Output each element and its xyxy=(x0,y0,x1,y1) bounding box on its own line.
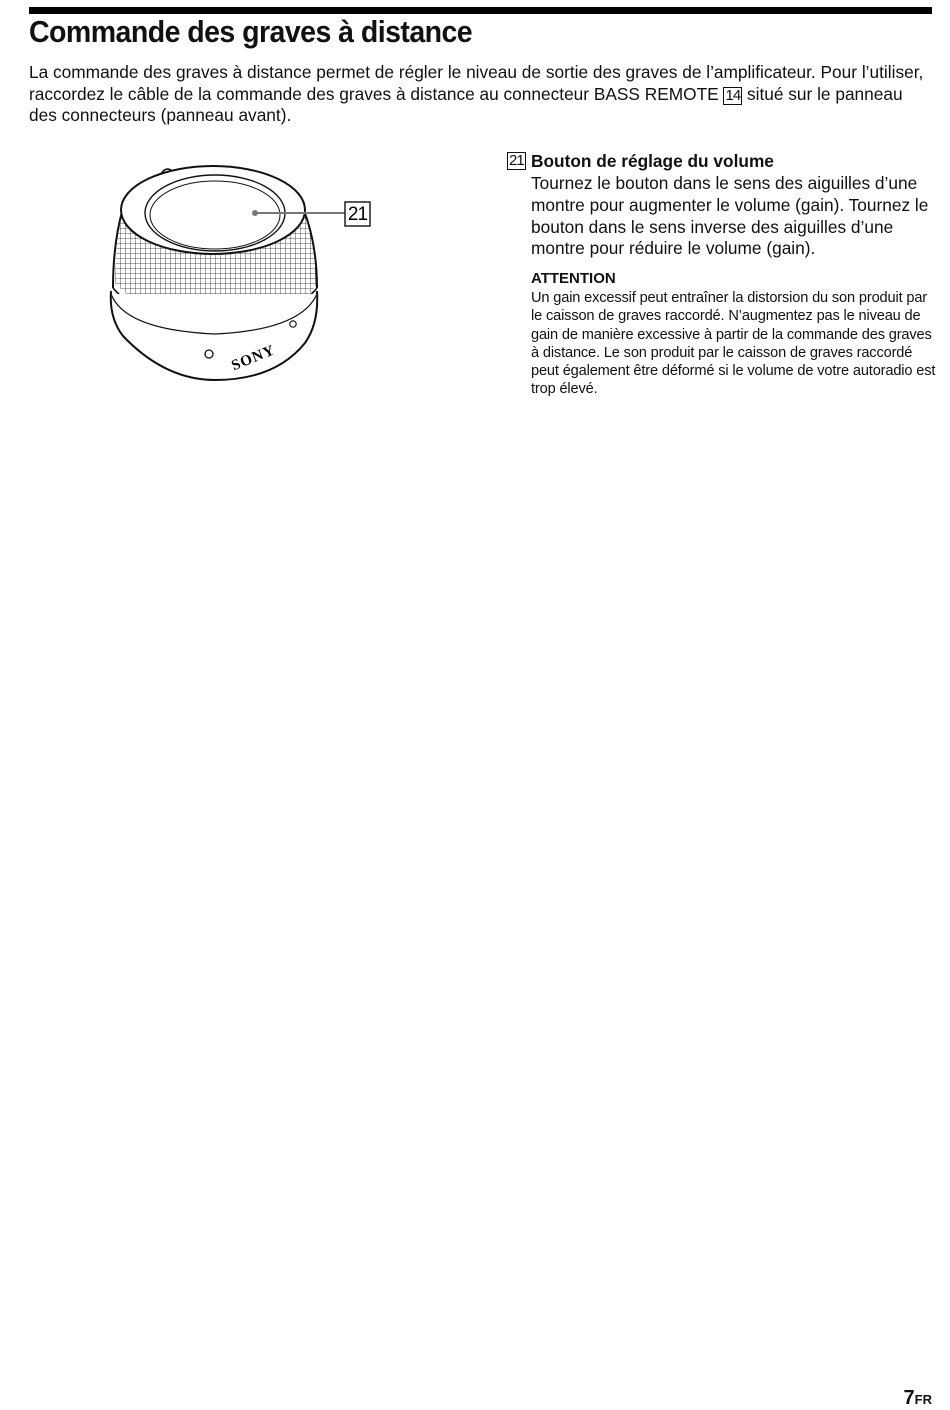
intro-paragraph xyxy=(29,62,934,127)
attention-title: ATTENTION xyxy=(531,270,616,288)
page-number xyxy=(904,1387,932,1410)
top-rule xyxy=(29,7,932,14)
item-number-badge: 21 xyxy=(509,152,524,169)
description-column xyxy=(507,150,937,398)
callout-number: 21 xyxy=(347,204,368,225)
item-heading xyxy=(507,150,937,172)
knob-drawing xyxy=(105,158,380,388)
item-title: Bouton de réglage du volume xyxy=(531,151,774,171)
page-title: Commande des graves à distance xyxy=(29,14,473,49)
intro-text-start: La commande des graves à distance permet de régler le niveau de sortie des graves de l’amplificateur. Pour l’utiliser, raccordez le câble de la commande des graves à distance au connecteur BASS REMOTE xyxy=(29,62,924,104)
item-description: Tournez le bouton dans le sens des aiguilles d’une montre pour augmenter le volume (gain). Tournez le bouton dans le sens inverse des aiguilles d’une montre pour réduire le volume (gain). xyxy=(531,173,929,259)
intro-text-end: situé sur le panneau des connecteurs (panneau avant). xyxy=(29,83,903,125)
attention-text: Un gain excessif peut entraîner la distorsion du son produit par le caisson de graves raccordé. N’augmentez pas le niveau de gain de manière excessive à partir de la commande des graves à distance. Le son produit par le caisson de graves raccordé peut également être déformé si le volume de votre autoradio est trop élevé. xyxy=(531,290,936,398)
connector-ref-badge: 14 xyxy=(725,86,741,104)
page-number-value: 7 xyxy=(903,1387,915,1409)
brand-logo: SONY xyxy=(229,342,278,375)
knob-illustration xyxy=(105,158,380,388)
page-language: FR xyxy=(914,1392,932,1407)
